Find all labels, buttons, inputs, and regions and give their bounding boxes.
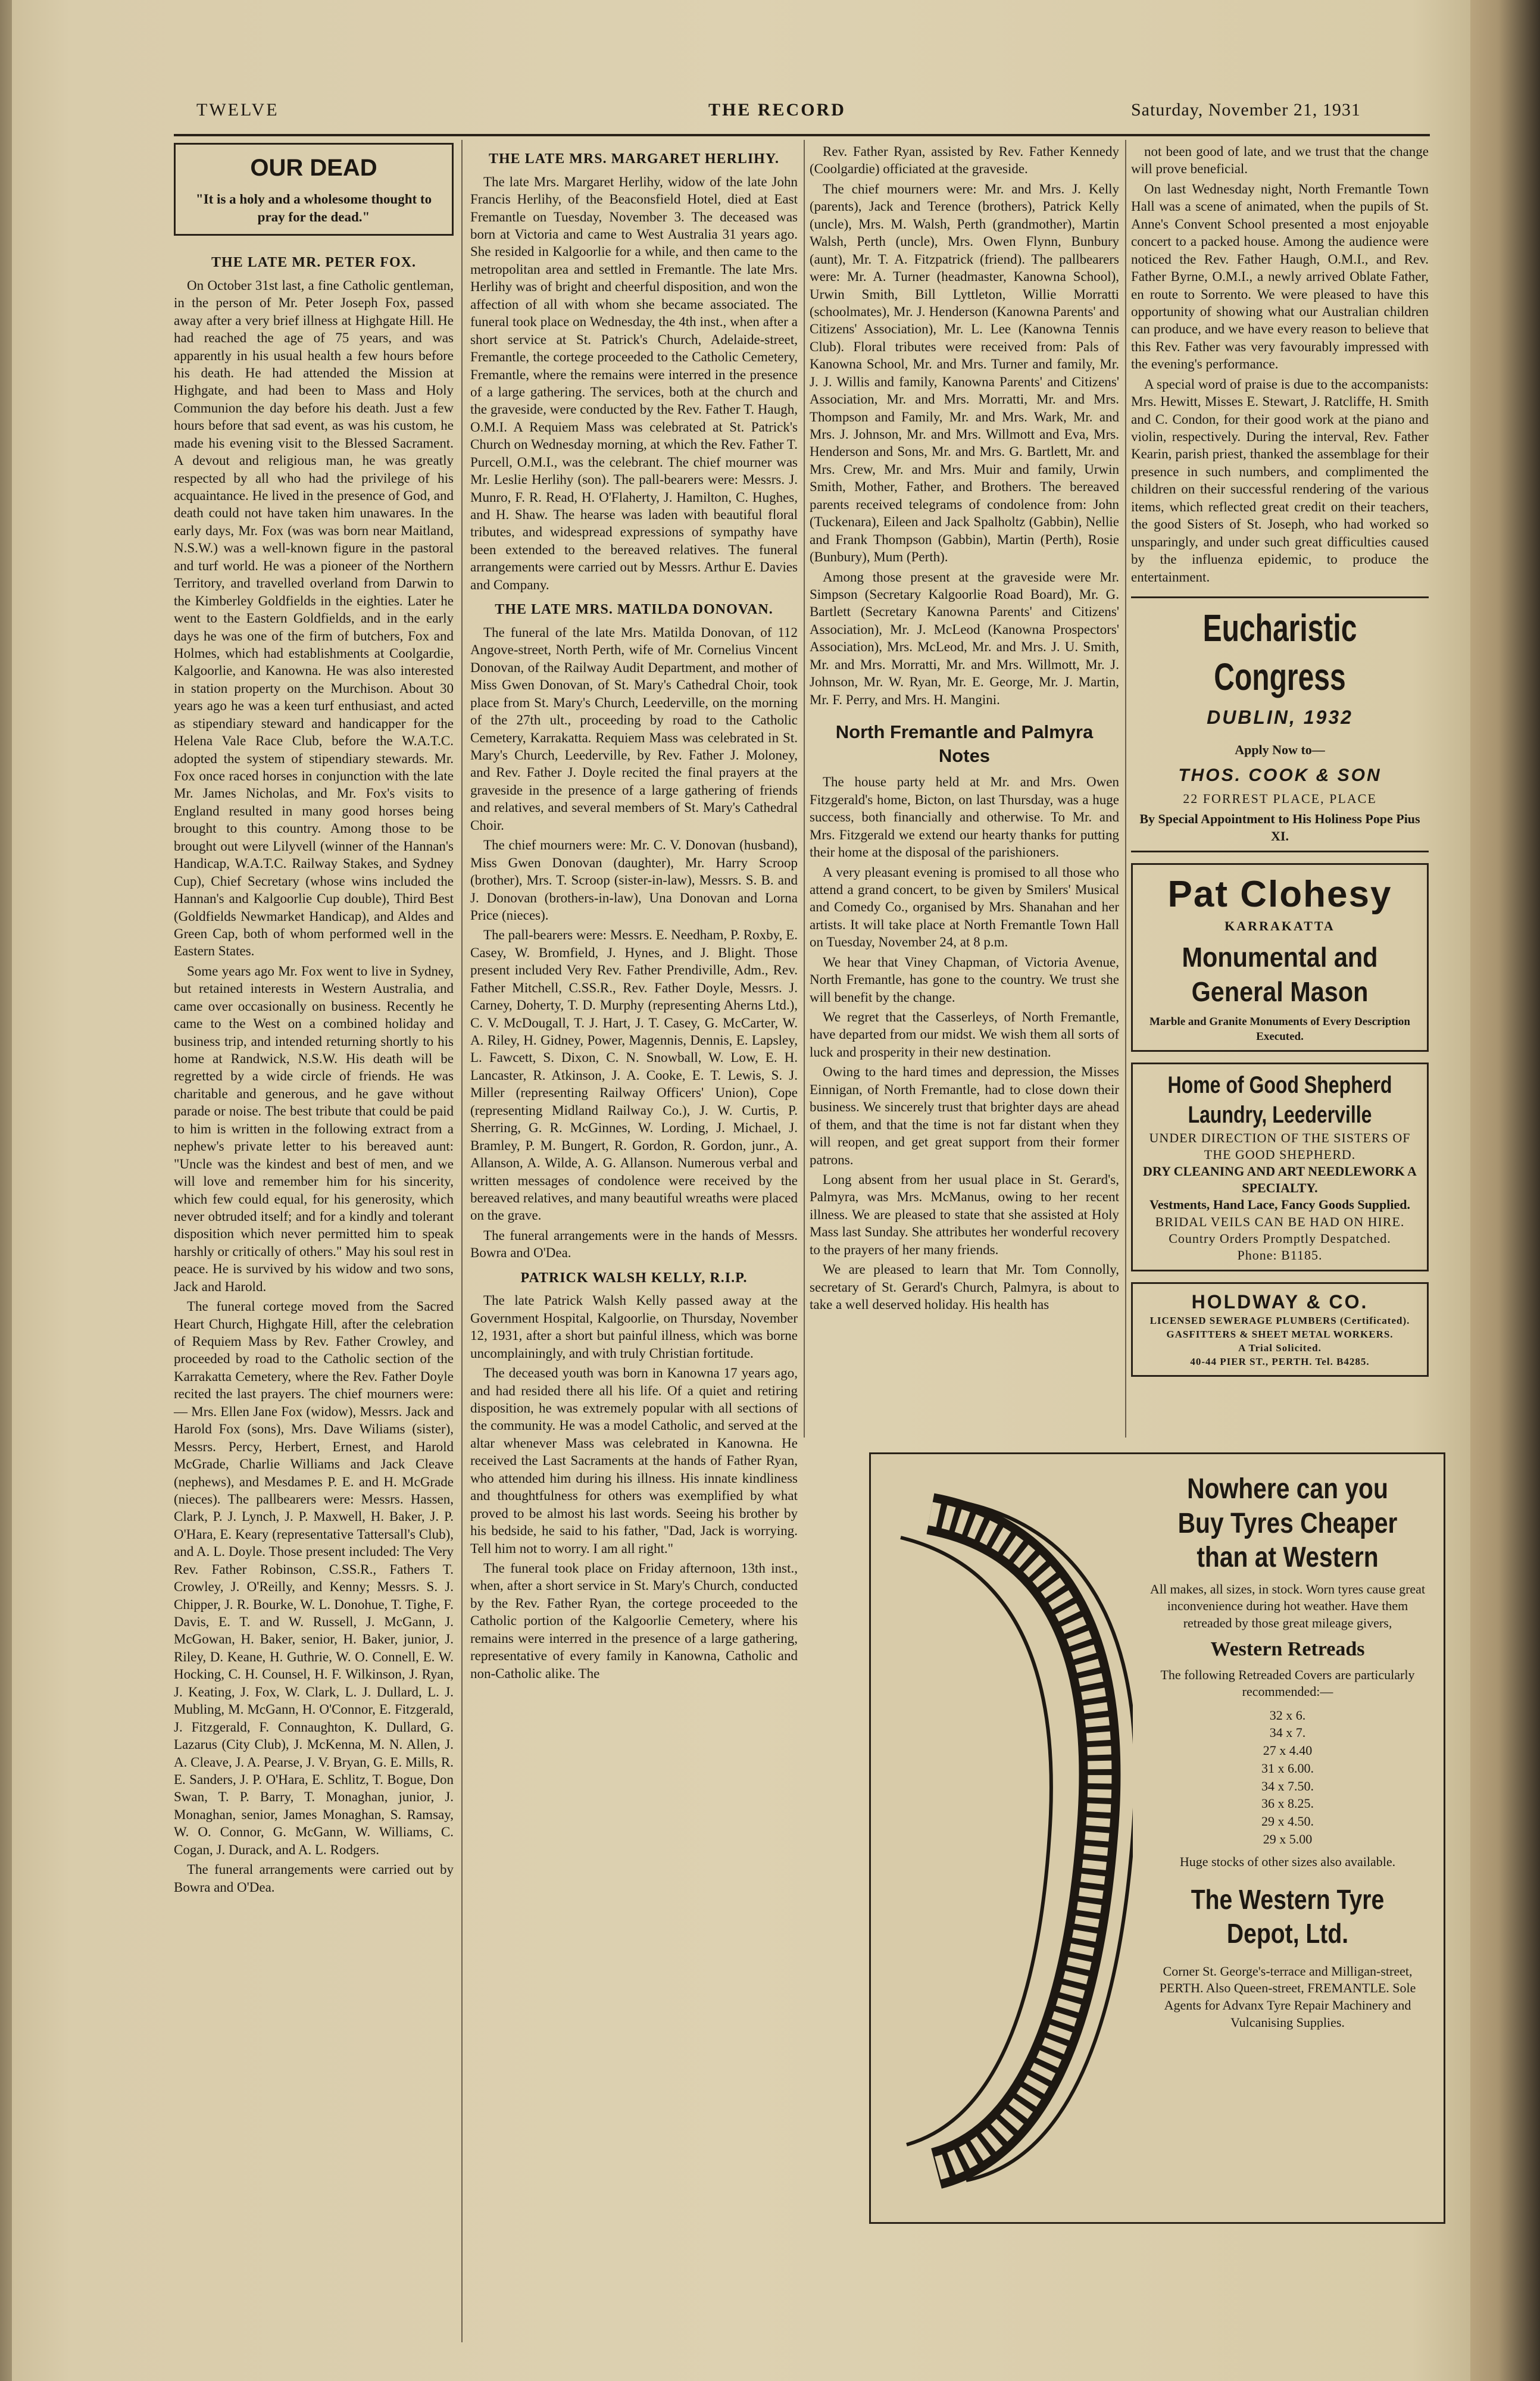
column-1 xyxy=(174,143,454,1898)
tyre-ad-text xyxy=(1145,1472,1430,2037)
column-3 xyxy=(810,143,1119,1316)
eucharistic-congress-ad xyxy=(1131,596,1429,852)
tyre-size: 32 x 6. xyxy=(1269,1707,1306,1723)
clohesy-mason-ad xyxy=(1131,863,1429,1052)
article-paragraph: Some years ago Mr. Fox went to live in Sydney, but retained interests in Western Australia, and came over occasionally on business. Recently he came to the West on a combined holiday and business trip, and intended returning shortly to his home at Randwick, N.S.W. His death will be regretted by a wide circle of friends. He was charitable and generous, and he gave without parade or noise. The best tribute that could be paid to him is written in the following extract from a nephew's private letter to his bereaved aunt: "Uncle was the kindest and best of men, and we will love and remember him for his sincerity, which few could equal, for his generosity, which never obtruded itself; and for a kindly and tolerant disposition which never permitted him to speak harshly or critically of others." May his soul rest in peace. He is survived by his widow and two sons, Jack and Harold. xyxy=(174,963,454,1294)
ad-title: Pat Clohesy xyxy=(1167,873,1392,915)
ad-title: Home of Good Shepherd Laundry, Leederville xyxy=(1167,1071,1392,1128)
tyre-size: 29 x 4.50. xyxy=(1261,1813,1314,1829)
good-shepherd-laundry-ad xyxy=(1131,1063,1429,1271)
ad-line: LICENSED SEWERAGE PLUMBERS (Certificated). xyxy=(1149,1315,1410,1327)
western-tyre-depot-ad xyxy=(869,1452,1445,2224)
ad-line: UNDER DIRECTION OF THE SISTERS OF THE GOOD SHEPHERD. xyxy=(1149,1130,1411,1163)
notes-paragraph: Owing to the hard times and depression, the Misses Einnigan, of North Fremantle, had to close down their business. We sincerely trust that brighter days are ahead of them, and that the time is not far distant when they will reopen, and get great support from their former patrons. xyxy=(810,1064,1119,1167)
notes-paragraph: A special word of praise is due to the accompanists: Mrs. Hewitt, Misses E. Stewart, J. Ratcliffe, H. Smith and C. Condon, for their good work at the piano and violin, respectively. During the interval, Rev. Father Kearin, parish priest, thanked the assemblage for their presence in such numbers, and complimented the children on their successful rendering of the various items, which reflected great credit on their teachers, the good Sisters of St. Joseph, who had worked so unsparingly, and under such great difficulties caused by the influenza epidemic, to produce the entertainment. xyxy=(1131,376,1429,585)
ad-line: DRY CLEANING AND ART NEEDLEWORK A SPECIALTY. xyxy=(1143,1164,1417,1196)
tyre-size: 34 x 7.50. xyxy=(1261,1778,1314,1793)
notes-paragraph: We are pleased to learn that Mr. Tom Connolly, secretary of St. Gerard's Church, Palmyra, is about to take a well deserved holiday. His health has xyxy=(810,1262,1119,1313)
article-paragraph: The pall-bearers were: Messrs. E. Needham, P. Roxby, E. Casey, W. Bromfield, J. Hynes, and J. Blight. Those present included Very Rev. Father Prendiville, Adm., Rev. Father Mitchell, C.SS.R., Rev. Father Doyle, Messrs. J. Carney, Doherty, T. D. Murphy (representing Aherns Ltd.), C. V. McDougall, T. J. Hart, J. T. Casey, G. McCarter, W. A. Riley, H. Gidney, Power, Magennis, Dennis, E. Lapsley, L. Fawcett, S. Dixon, C. N. Snowball, W. Low, E. H. Lancaster, R. Atkinson, J. A. Cooke, E. T. Lewis, S. J. Miller (representing Railway Officers' Union), Cope (representing Midland Railway Co.), J. W. Curtis, P. Sherring, G. R. McGinnes, W. Lording, J. Michael, J. Bramley, P. M. Bungert, R. Gordon, R. Gordon, junr., A. Allanson, A. Wilde, A. G. Allanson. Numerous verbal and written messages of condolence were received by the bereaved relatives, and many beautiful wreaths were placed on the grave. xyxy=(470,927,798,1223)
article-heading-herlihy: THE LATE MRS. MARGARET HERLIHY. xyxy=(489,151,779,167)
tyre-illustration xyxy=(895,1478,1133,2192)
header-rule xyxy=(174,134,1430,136)
ad-paragraph: Huge stocks of other sizes also available. xyxy=(1179,1854,1396,1870)
tyre-size-list xyxy=(1145,1707,1430,1848)
ad-phone: Phone: B1185. xyxy=(1237,1247,1323,1263)
article-paragraph: The funeral of the late Mrs. Matilda Donovan, of 112 Angove-street, North Perth, wife of Mr. Cornelius Vincent Donovan, of the Railway Audit Department, and mother of Miss Gwen Donovan, of St. Mary's Cathedral Choir, took place from St. Mary's Church, Leederville, on the morning of the 27th ult., proceeding by road to the Catholic Cemetery, Karrakatta. Requiem Mass was celebrated in St. Mary's Church, Leederville, by Rev. Father J. Moloney, and Rev. Father J. Doyle recited the final prayers at the graveside in the presence of a large gathering of friends and relatives, and several members of St. Mary's Cathedral Choir. xyxy=(470,624,798,833)
column-rule xyxy=(461,140,463,2342)
column-2 xyxy=(470,143,798,1685)
issue-date: Saturday, November 21, 1931 xyxy=(1131,100,1361,120)
ad-place: KARRAKATTA xyxy=(1224,918,1335,934)
ad-line: Vestments, Hand Lace, Fancy Goods Supplied. xyxy=(1149,1197,1411,1213)
article-paragraph: The funeral cortege moved from the Sacred Heart Church, Highgate Hill, after the celebration of Requiem Mass by Rev. Father Crowley, and proceeded by road to the Catholic section of the Karrakatta Cemetery, where the Rev. Father Doyle recited the last prayers. The chief mourners were:— Mrs. Ellen Jane Fox (widow), Messrs. Jack and Harold Fox (sons), Mrs. Dave Wiliams (sister), Messrs. Percy, Herbert, Ernest, and Harold McGrade, Charlie Williams and Jack Cleave (nephews), and Mesdames P. E. and H. McGrade (nieces). The pallbearers were: Messrs. Hassen, Clark, P. J. Lynch, J. P. Maxwell, H. Baker, J. P. O'Hara, E. Keary (representative Tattersall's Club), and A. L. Doyle. Those present included: The Very Rev. Father Robinson, C.SS.R., Fathers T. Crowley, J. O'Reilly, and Kenny; Messrs. S. J. Chipper, J. R. Bourke, W. L. Donohue, T. Tighe, F. Davis, E. T. and W. Russell, J. McGann, J. McGowan, H. Baker, senior, H. Baker, junior, J. Riley, D. Keane, H. Guthrie, W. O. Connell, E. W. Hocking, C. H. Counsel, H. F. Wilkinson, J. Ryan, J. Keating, J. Fox, W. Clark, L. J. Dullard, L. J. Mubling, M. McGann, H. O'Connor, E. Fitzgerald, J. Fitzgerald, F. Connaughton, K. Dullard, G. Lazarus (City Club), J. McKenna, M. N. Allen, J. A. Cleave, J. A. Pearse, J. V. Bryan, G. E. Mills, R. E. Sanders, J. P. O'Hara, E. Schlitz, T. Bogue, Don Swan, T. P. Barry, T. Monaghan, junior, J. Monaghan, senior, James Monaghan, S. Ramsay, W. O. Connor, G. McGann, W. Williams, C. Cogan, J. Durack, and A. L. Rodgers. xyxy=(174,1299,454,1857)
notes-paragraph: We regret that the Casserleys, of North Fremantle, have departed from our midst. We wish them all sorts of luck and prosperity in their new destination. xyxy=(810,1010,1119,1060)
ad-agent: THOS. COOK & SON xyxy=(1178,765,1382,785)
article-paragraph: Rev. Father Ryan, assisted by Rev. Father Kennedy (Coolgardie) officiated at the graveside. xyxy=(810,144,1119,177)
tyre-size: 27 x 4.40 xyxy=(1263,1743,1313,1758)
ad-tagline: Marble and Granite Monuments of Every Description Executed. xyxy=(1149,1015,1410,1043)
article-paragraph: The late Mrs. Margaret Herlihy, widow of the late John Francis Herlihy, of the Beaconsfield Hotel, died at East Fremantle on Tuesday, November 3. The deceased was born at Victoria and came to West Australia 31 years ago. She resided in Kalgoorlie for a while, and then came to the metropolitan area and settled in Fremantle. The late Mrs. Herlihy was of bright and cheerful disposition, and won the affection of all with whom she became associated. The funeral took place on Wednesday, the 4th inst., when after a short service at St. Patrick's Church, Adelaide-street, Fremantle, the cortege proceeded to the Catholic Cemetery, Fremantle, where the remains were interred in the presence of a large gathering. The services, both at the church and the graveside, were conducted by the Rev. Father T. Haugh, O.M.I. A Requiem Mass was celebrated at St. Patrick's Church on Wednesday morning, at which the Rev. Father T. Purcell, O.M.I., was the celebrant. The chief mourner was Mr. Leslie Herlihy (son). The pall-bearers were: Messrs. J. Munro, F. R. Read, H. O'Flaherty, J. Hamilton, C. Hughes, and H. Shaw. The hearse was laden with beautiful floral tributes, and widespread expressions of sympathy have been extended to the bereaved relatives. The funeral arrangements were carried out by Messrs. Arthur E. Davies and Company. xyxy=(470,174,798,592)
ad-line: A Trial Solicited. xyxy=(1238,1342,1322,1354)
notes-paragraph: The house party held at Mr. and Mrs. Owen Fitzgerald's home, Bicton, on last Thursday, was a huge success, both financially and otherwise. To Mr. and Mrs. Fitzgerald we extend our hearty thanks for putting their home at the disposal of the parishioners. xyxy=(810,774,1119,860)
article-heading-kelly: PATRICK WALSH KELLY, R.I.P. xyxy=(520,1270,748,1286)
holdway-plumbers-ad xyxy=(1131,1282,1429,1377)
article-paragraph: The funeral took place on Friday afternoon, 13th inst., when, after a short service in St. Mary's Church, conducted by the Rev. Father Ryan, the cortege proceeded to the Catholic portion of the Kalgoorlie Cemetery, where his remains were interred in the presence of a large gathering, representative of every family in Kanowna, Catholic and non-Catholic alike. The xyxy=(470,1560,798,1681)
notes-paragraph: A very pleasant evening is promised to all those who attend a grand concert, to be given by Smilers' Musical and Comedy Co., organised by Mrs. Shanahan and her artists. It will take place at North Fremantle Town Hall on Tuesday, November 24, at 8 p.m. xyxy=(810,864,1119,950)
our-dead-box xyxy=(174,143,454,236)
ad-title: Eucharistic Congress xyxy=(1202,606,1357,698)
ad-address: Corner St. George's-terrace and Milligan-street, PERTH. Also Queen-street, FREMANTLE. Sole Agents for Advanx Tyre Repair Machinery and Vulcanising Supplies. xyxy=(1159,1963,1416,2030)
ad-subheading: Western Retreads xyxy=(1210,1638,1365,1660)
our-dead-subtitle: "It is a holy and a wholesome thought to pray for the dead." xyxy=(195,192,432,224)
notes-paragraph: not been good of late, and we trust that the change will prove beneficial. xyxy=(1131,144,1429,177)
notes-paragraph: On last Wednesday night, North Fremantle Town Hall was a scene of animated, when the pupils of St. Anne's Convent School presented a most enjoyable concert to a packed house. Among the audience were noticed the Rev. Father Haugh, O.M.I., and Rev. Father Byrne, O.M.I., a newly arrived Oblate Father, en route to Sorrento. We were pleased to have this opportunity of showing what our Australian children can produce, and we have every reason to believe that this Rev. Father was very favourably impressed with the evening's performance. xyxy=(1131,181,1429,372)
tyre-size: 34 x 7. xyxy=(1269,1725,1306,1741)
article-paragraph: The late Patrick Walsh Kelly passed away at the Government Hospital, Kalgoorlie, on Thursday, November 12, 1931, after a short but painful illness, which was borne uncomplainingly, and with truly Christian fortitude. xyxy=(470,1293,798,1361)
ad-trade: Monumental and General Mason xyxy=(1182,942,1378,1007)
article-paragraph: On October 31st last, a fine Catholic gentleman, in the person of Mr. Peter Joseph Fox, passed away after a very brief illness at Highgate Hill. He had reached the age of 75 years, and was apparently in his usual health a few hours before his death. He had attended the Mission at Highgate, and had been to Mass and Holy Communion the day before his death. Just a few hours before that sad event, as was his custom, he made his evening visit to the Blessed Sacrament. A devout and religious man, he was greatly respected by all who had the privilege of his acquaintance. He lived in the presence of God, and death could not have taken him unawares. In the early days, Mr. Fox (was was born near Maitland, N.S.W.) was a well-known figure in the pastoral and turf world. He was a pioneer of the Northern Territory, and travelled overland from Darwin to the Kimberley Goldfields in the eighties. Later he went to the Eastern Goldfields, and in the early days he was one of the firm of butchers, Fox and Holmes, which had establishments at Coolgardie, Kalgoorlie, and Kanowna. He was also interested in station property on the Murchison. About 30 years ago he was a keen turf enthusiast, and acted as stipendiary steward and handicapper for the Helena Vale Race Club, before the W.A.T.C. adopted the system of stipendiary stewards. Mr. Fox once raced horses in conjunction with the late Mr. James Nicholas, and Mr. Fox's visits to England resulted in many good horses being brought to this country. Among those to be brought out were Lilyvell (winner of the Hannan's Handicap, W.A.T.C. Railway Stakes, and Sydney Cup), Chief Secretary (whose wins included the Hannan's and Kalgoorlie Cup double), Third Best (Goldfields Newmarket Handicap), and Aldes and Green Cap, both of whom performed well in the Eastern States. xyxy=(174,277,454,959)
ad-paragraph: The following Retreaded Covers are particularly recommended:— xyxy=(1160,1667,1415,1699)
ad-headline: Nowhere can you Buy Tyres Cheaper than at Western xyxy=(1177,1473,1398,1574)
column-rule xyxy=(1125,140,1126,1438)
article-paragraph: The chief mourners were: Mr. and Mrs. J. Kelly (parents), Jack and Terence (brothers), Patrick Kelly (uncle), Mrs. M. Walsh, Perth (grandmother), Martin Walsh, Perth (uncle), Mrs. Owen Flynn, Bunbury (aunt), Mr. T. A. Fitzpatrick (friend). The pallbearers were: Mr. A. Turner (headmaster, Kanowna School), Urwin Smith, Bill Lyttleton, Willie Morratti (schoolmates), Mr. J. Henderson (Kanowna Parents' and Citizens' Association), Mr. L. Lee (Kanowna Tennis Club). Floral tributes were received from: Pals of Kanowna School, Mr. and Mrs. Turner and family, Mr. J. J. Willis and family, Kanowna Parents' and Citizens' Association, Mr. and Mrs. Morratti, Mr. and Mrs. Thompson and Family, Mr. and Mrs. Wark, Mr. and Mrs. J. Johnson, Mr. and Mrs. Willmott and Eva, Mrs. Henderson and Sons, Mr. and Mrs. G. Bartlett, Mr. and Mrs. Crew, Mr. and Mrs. Muir and family, Urwin Smith, Mother, Father, and Brothers. The bereaved parents received telegrams of condolence from: John (Tuckenara), Eileen and Jack Spalholtz (Gabbin), Nellie and Frank Thompson (Gabbin), Martin (Perth), Rosie (Bunbury), Mum (Perth). xyxy=(810,181,1119,565)
ad-line: Country Orders Promptly Despatched. xyxy=(1169,1230,1391,1246)
article-paragraph: The funeral arrangements were carried out by Bowra and O'Dea. xyxy=(174,1862,454,1895)
ad-subtitle: DUBLIN, 1932 xyxy=(1207,706,1353,728)
ad-title: HOLDWAY & CO. xyxy=(1191,1291,1369,1313)
our-dead-title: OUR DEAD xyxy=(250,155,377,181)
ad-line: BRIDAL VEILS CAN BE HAD ON HIRE. xyxy=(1155,1214,1405,1229)
ad-line: GASFITTERS & SHEET METAL WORKERS. xyxy=(1166,1329,1394,1340)
tyre-size: 36 x 8.25. xyxy=(1261,1796,1314,1811)
ad-appointment: By Special Appointment to His Holiness Pope Pius XI. xyxy=(1139,811,1420,843)
notes-paragraph: We hear that Viney Chapman, of Victoria Avenue, North Fremantle, has gone to the country. We trust she will benefit by the change. xyxy=(810,954,1119,1005)
column-rule xyxy=(804,140,805,1438)
article-paragraph: The funeral arrangements were in the hands of Messrs. Bowra and O'Dea. xyxy=(470,1227,798,1261)
ad-company: The Western Tyre Depot, Ltd. xyxy=(1191,1883,1385,1949)
ad-line: 40-44 PIER ST., PERTH. Tel. B4285. xyxy=(1190,1355,1370,1367)
article-heading-fox: THE LATE MR. PETER FOX. xyxy=(211,255,416,271)
page-edge-shadow xyxy=(1470,0,1540,2381)
ad-apply: Apply Now to— xyxy=(1235,742,1325,757)
page-number: TWELVE xyxy=(196,100,279,120)
article-paragraph: The deceased youth was born in Kanowna 17 years ago, and had resided there all his life. Of a quiet and retiring disposition, he was extremely popular with all sections of the community. He was a model Catholic, and served at the altar whenever Mass was celebrated in Kanowna. He received the Last Sacraments at the hands of Father Ryan, who attended him during his illness. His innate kindliness and thoughtfulness for others was exemplified by what proved to be almost his last words. Seeing his brother by his bedside, he said to his father, "Dad, Jack is worrying. Tell him not to worry. I am all right." xyxy=(470,1366,798,1556)
masthead: THE RECORD xyxy=(708,100,846,120)
ad-address: 22 FORREST PLACE, PLACE xyxy=(1183,791,1377,807)
notes-heading: North Fremantle and Palmyra Notes xyxy=(835,721,1094,766)
newspaper-page xyxy=(12,0,1470,2381)
ad-paragraph: All makes, all sizes, in stock. Worn tyres cause great inconvenience during hot weather. Have them retreaded by those great mileage givers, xyxy=(1149,1581,1426,1630)
article-paragraph: The chief mourners were: Mr. C. V. Donovan (husband), Miss Gwen Donovan (daughter), Mr. Harry Scroop (brother), Mrs. T. Scroop (sister-in-law), Messrs. S. B. and J. Donovan (brothers-in-law), Una Donovan and Lorna Price (nieces). xyxy=(470,838,798,923)
notes-paragraph: Long absent from her usual place in St. Gerard's, Palmyra, was Mrs. McManus, owing to her recent illness. We are pleased to state that she assisted at Holy Mass last Sunday. She attributes her wonderful recovery to the prayers of her many friends. xyxy=(810,1171,1119,1257)
article-paragraph: Among those present at the graveside were Mr. Simpson (Secretary Kalgoorlie Road Board), Mr. G. Bartlett (Secretary Kanowna Parents' and Citizens' Association), Mr. J. McLeod (Kanowna Prospectors' Association), Mrs. McLeod, Mr. and Mrs. J. U. Smith, Mr. and Mrs. Morratti, Mr. and Mrs. Willmott, Mr. J. Johnson, Mr. W. Ryan, Mr. E. George, Mr. J. Martin, Mr. F. Perry, and Mrs. H. Mangini. xyxy=(810,569,1119,707)
tyre-size: 31 x 6.00. xyxy=(1261,1760,1314,1776)
tyre-size: 29 x 5.00 xyxy=(1263,1831,1313,1846)
column-4 xyxy=(1131,143,1429,1388)
article-heading-donovan: THE LATE MRS. MATILDA DONOVAN. xyxy=(495,602,773,618)
